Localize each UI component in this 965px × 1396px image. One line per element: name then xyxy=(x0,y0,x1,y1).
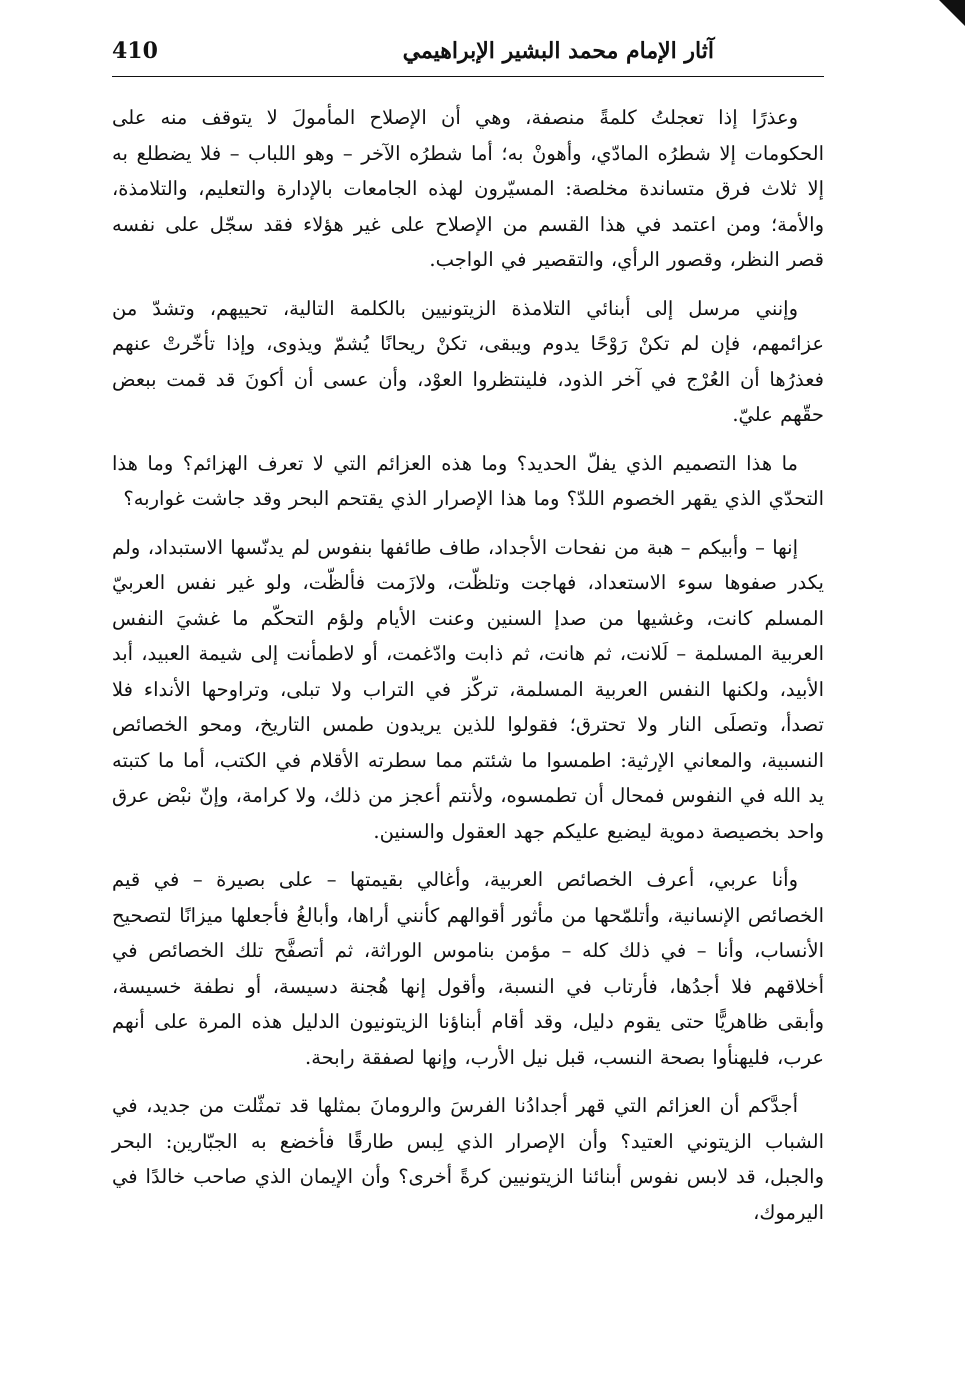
page-header xyxy=(112,30,824,74)
body-text xyxy=(112,100,824,1230)
paragraph-1: وعذرًا إذا تعجلتُ كلمةً منصفة، وهي أن الإصلاح المأمولَ لا يتوقف منه على الحكومات إلا شطرُه المادّي، وأهونْ به؛ أما شطرُه الآخر – وهو اللباب – فلا يضطلع به إلا ثلاث فرق متساندة مخلصة: المسيّرون لهذه الجامعات بالإدارة والتعليم، والتلامذة، والأمة؛ ومن اعتمد في هذا القسم من الإصلاح على غير هؤلاء فقد سجّل على نفسه قصر النظر، وقصور الرأي، والتقصير في الواجب. xyxy=(112,106,824,271)
paragraph-2: وإنني مرسل إلى أبنائي التلامذة الزيتونيين بالكلمة التالية، تحييهم، وتشدّ من عزائمهم، فإن لم تكنْ رَوْحًا يدوم ويبقى، تكنْ ريحانًا يُشمّ ويذوى، وإذا تأخّرتْ عنهم فعذرُها أن العُرْج في آخر الذود، فلينتظروا العوْد، وأن عسى أن أكونَ قد قمت ببعض حقّهم عليّ. xyxy=(112,296,824,426)
page-number: 410 xyxy=(112,38,158,64)
paragraph-4: إنها – وأبيكم – هبة من نفحات الأجداد، طاف طائفها بنفوس لم يدنّسها الاستبداد، ولم يكدر صفوها سوء الاستعداد، فهاجت وتلظّت، ولازَمت فألظّت، ولو غير نفس العربيّ المسلم كانت، وغشيها من صدإ السنين وعنت الأيام ولؤم التحكّم ما غشيَ النفس العربية المسلمة – لَلانت، ثم هانت، ثم ذابت وادّغمت، أو لاطمأنت إلى شيمة العبيد، أبد الأبيد، ولكنها النفس العربية المسلمة، تركّز في التراب ولا تبلى، وتراوحها الأنداء فلا تصدأ، وتصلَى النار ولا تحترق؛ فقولوا للذين يريدون طمس التاريخ، ومحو الخصائص النسبية، والمعاني الإرثية: اطمسوا ما شئتم مما سطرته الأقلام في الكتب، أما ما كتبته يد الله في النفوس فمحال أن تطمسوه، ولأنتم أعجز من ذلك، ولا كرامة، وإنّ نبْض عرق واحد بخصيصة دموية ليضيع عليكم جهد العقول والسنين. xyxy=(112,535,824,843)
paragraph-3: ما هذا التصميم الذي يفلّ الحديد؟ وما هذه العزائم التي لا تعرف الهزائم؟ وما هذا التحدّي الذي يقهر الخصوم اللدّ؟ وما هذا الإصرار الذي يقتحم البحر وقد جاشت غواربه؟ xyxy=(112,451,824,510)
paragraph-5: وأنا عربي، أعرف الخصائص العربية، وأغالي بقيمتها – على بصيرة – في قيم الخصائص الإنسانية، وأتلمّحها من مأثور أقوالهم كأنني أراها، وأبالغُ فأجعلها ميزانًا لتصحيح الأنساب، وأنا – في ذلك كله – مؤمن بناموس الوراثة، ثم أتصفَّح تلك الخصائص في أخلاقهم فلا أجدُها، فأرتاب في النسبة، وأقول إنها هُجنة دسيسة، أو نطفة خسيسة، وأبقى ظاهريًّا حتى يقوم دليل، وقد أقام أبناؤنا الزيتونيون الدليل هذه المرة على أنهم عرب، فليهنأوا بصحة النسب، قبل نيل الأرب، وإنها لصفقة رابحة. xyxy=(112,868,824,1069)
header-rule xyxy=(112,76,824,77)
running-title: آثار الإمام محمد البشير الإبراهيمي xyxy=(402,38,714,64)
paragraph-6: أجدَّكم أن العزائم التي قهر أجدادُنا الفرسَ والرومانَ بمثلها قد تمثّلت من جديد، في الشباب الزيتوني العتيد؟ وأن الإصرار الذي لِبس طارقًا فأخضع به الجبّارين: البحر والجبل، قد لابس نفوس أبنائنا الزيتونيين كرةً أخرى؟ وأن الإيمان الذي صاحب خالدًا في اليرموك، xyxy=(112,1094,824,1224)
scan-corner-mark xyxy=(939,0,965,26)
